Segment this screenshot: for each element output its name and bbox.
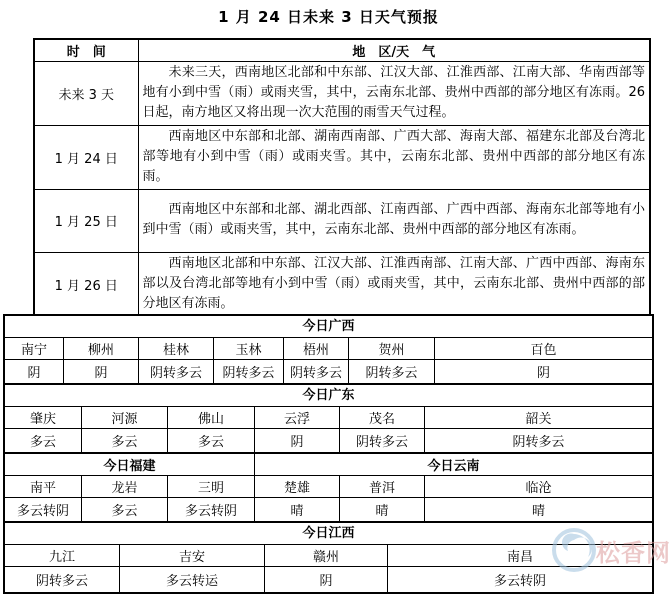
city-name: 贺州: [349, 338, 435, 359]
city-name: 柳州: [64, 338, 139, 359]
forecast-row-next3days: [34, 61, 650, 125]
region-column-header: 地 区/天 气: [138, 39, 650, 61]
page-title: 1 月 24 日未来 3 日天气预报: [218, 8, 439, 26]
forecast-time: 1 月 25 日: [34, 189, 138, 252]
city-weather-table: [3, 314, 654, 594]
city-name: 南平: [5, 476, 82, 497]
city-row-fujian-yunnan: [5, 476, 652, 498]
city-name: 云浮: [255, 407, 340, 428]
city-name: 赣州: [265, 545, 388, 566]
city-weather: 多云: [5, 429, 82, 452]
city-weather: 阴转多云: [349, 360, 435, 383]
city-weather: 阴: [255, 429, 340, 452]
city-name: 河源: [82, 407, 168, 428]
forecast-time: 1 月 24 日: [34, 125, 138, 189]
city-name: 九江: [5, 545, 120, 566]
city-name: 肇庆: [5, 407, 82, 428]
city-weather: 多云转阴: [493, 574, 546, 589]
city-weather: 阴: [265, 567, 388, 592]
city-weather: 晴: [255, 498, 340, 521]
city-weather: 多云: [168, 429, 255, 452]
city-name: 临沧: [525, 481, 552, 496]
city-name: 吉安: [120, 545, 265, 566]
section-header-guangdong: 今日广东: [5, 385, 652, 407]
city-name: 佛山: [168, 407, 255, 428]
weather-row-guangdong: [5, 429, 652, 454]
forecast-text: 西南地区中东部和北部、湖北西部、江南西部、广西中西部、海南东北部等地有小到中雪（雨）或雨夹雪，其中，云南东北部、贵州中西部的部分地区有冻雨。: [138, 189, 650, 252]
city-weather: 阴转多云: [284, 360, 349, 383]
city-name: 楚雄: [255, 476, 340, 497]
city-row-guangxi: [5, 338, 652, 360]
city-name: 南宁: [5, 338, 64, 359]
city-weather: 多云: [82, 498, 168, 521]
forecast-time: 1 月 26 日: [34, 252, 138, 317]
city-weather: 阴: [64, 360, 139, 383]
city-weather: 多云转运: [120, 567, 265, 592]
city-weather: 阴: [5, 360, 64, 383]
city-weather: 多云转阴: [5, 498, 82, 521]
city-name: 南昌: [506, 550, 533, 565]
city-weather: 阴转多云: [214, 360, 284, 383]
forecast-text: 未来三天，西南地区北部和中东部、江汉大部、江淮西部、江南大部、华南西部等地有小到中雪（雨）或雨夹雪，其中，云南东北部、贵州中西部的部分地区有冻雨。26 日起，南方地区又将出现一次大范围的雨雪天气过程。: [138, 61, 650, 125]
city-name: 百色: [530, 343, 557, 358]
city-weather: 阴转多云: [5, 567, 120, 592]
city-name: 桂林: [139, 338, 214, 359]
watermark-text: 松香网: [596, 538, 671, 567]
city-row-jiangxi: [5, 545, 652, 567]
section-header-jiangxi: 今日江西: [5, 523, 652, 545]
city-weather: 阴转多云: [340, 429, 425, 452]
forecast-table: [33, 38, 651, 318]
forecast-row-jan25: [34, 189, 650, 252]
city-weather: 晴: [340, 498, 425, 521]
city-weather: 阴转多云: [139, 360, 214, 383]
city-row-guangdong: [5, 407, 652, 429]
city-weather: 多云: [82, 429, 168, 452]
weather-row-fujian-yunnan: [5, 498, 652, 523]
city-name: 三明: [168, 476, 255, 497]
city-name: 普洱: [340, 476, 425, 497]
forecast-time: 未来 3 天: [34, 61, 138, 125]
city-weather: 阴转多云: [512, 435, 565, 450]
section-header-guangxi: 今日广西: [5, 316, 652, 338]
city-weather: 阴: [536, 366, 550, 381]
city-weather: 多云转阴: [168, 498, 255, 521]
section-header-fujian-yunnan: [5, 454, 652, 476]
forecast-header-row: [34, 39, 650, 61]
weather-row-jiangxi: [5, 567, 652, 592]
city-name: 韶关: [525, 412, 552, 427]
forecast-text: 西南地区中东部和北部、湖南西南部、广西大部、海南大部、福建东北部及台湾北部等地有小到中雪（雨）或雨夹雪。其中，云南东北部、贵州中西部的部分地区有冻雨。: [138, 125, 650, 189]
city-name: 梧州: [284, 338, 349, 359]
city-name: 茂名: [340, 407, 425, 428]
forecast-text: 西南地区北部和中东部、江汉大部、江淮西南部、江南大部、广西中西部、海南东部以及台湾北部等地有小到中雪（雨）或雨夹雪，其中，云南东北部、贵州中西部的部分地区有冻雨。: [138, 252, 650, 317]
weather-row-guangxi: [5, 360, 652, 385]
section-header-yunnan: 今日云南: [427, 459, 480, 474]
section-header-fujian: 今日福建: [5, 454, 255, 475]
forecast-row-jan26: [34, 252, 650, 317]
city-weather: 晴: [531, 504, 545, 519]
time-column-header: 时 间: [34, 39, 138, 61]
forecast-row-jan24: [34, 125, 650, 189]
city-name: 龙岩: [82, 476, 168, 497]
city-name: 玉林: [214, 338, 284, 359]
